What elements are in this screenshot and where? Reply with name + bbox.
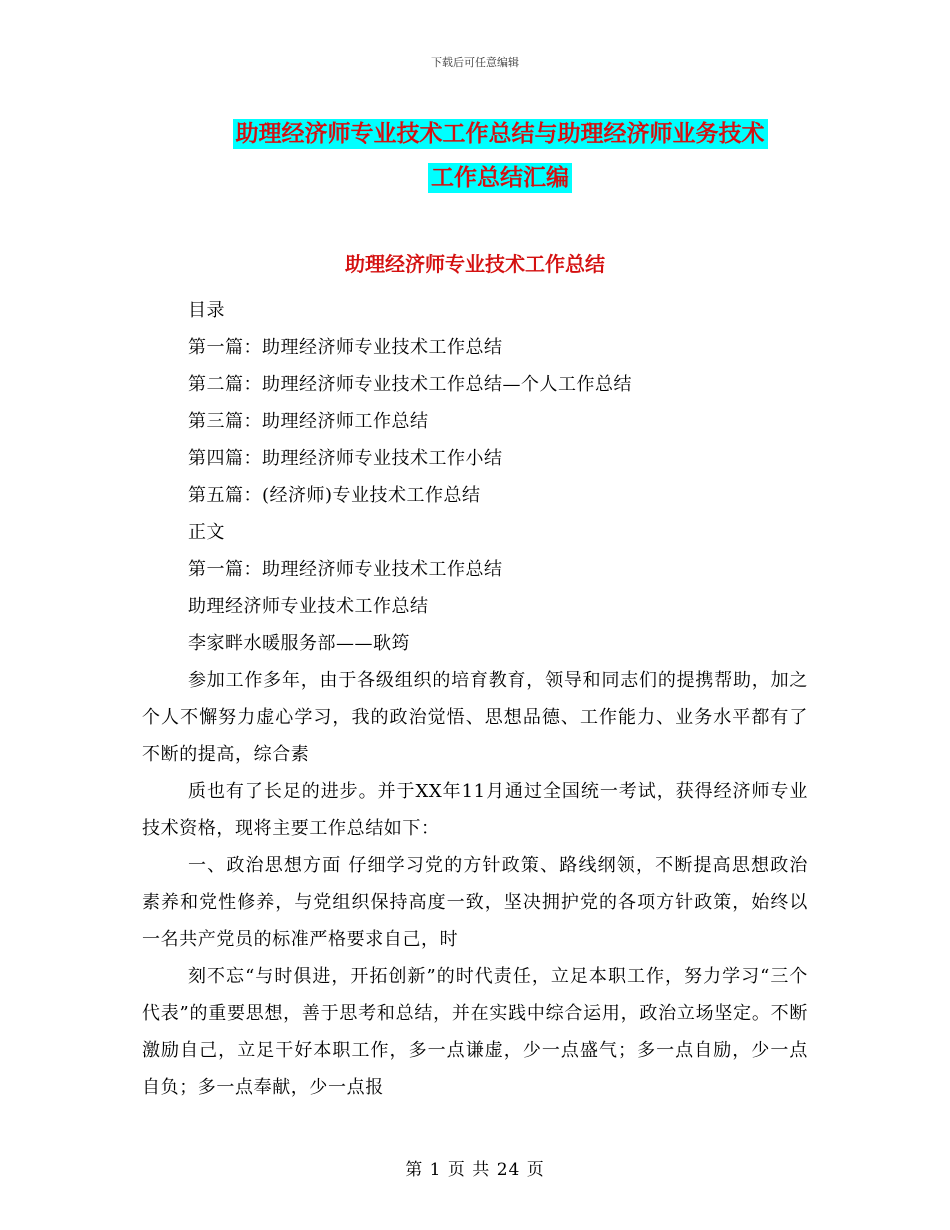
author-line: 李家畔水暖服务部——耿筠 <box>188 633 410 654</box>
body-paragraph: 刻不忘“与时俱进，开拓创新”的时代责任，立足本职工作，努力学习“三个代表”的重要思想，善于思考和总结，并在实践中综合运用，政治立场坚定。不断激励自己，立足干好本职工作，多一点谦虚，少一点盛气；多一点自励，少一点自负；多一点奉献，少一点报 <box>142 966 808 1098</box>
section-title: 助理经济师专业技术工作总结 <box>345 252 605 276</box>
body-heading: 正文 <box>188 522 225 543</box>
article-title: 助理经济师专业技术工作总结 <box>188 596 429 617</box>
document-title-line-2: 工作总结汇编 <box>428 163 572 193</box>
document-title-line-1: 助理经济师专业技术工作总结与助理经济师业务技术 <box>233 119 768 149</box>
body-paragraph: 质也有了长足的进步。并于XX年11月通过全国统一考试，获得经济师专业技术资格，现将主要工作总结如下： <box>142 781 808 839</box>
toc-item: 第五篇：(经济师)专业技术工作总结 <box>188 485 481 506</box>
page-footer: 第 1 页 共 24 页 <box>405 1160 545 1180</box>
body-paragraph: 参加工作多年，由于各级组织的培育教育，领导和同志们的提携帮助，加之个人不懈努力虚心学习，我的政治觉悟、思想品德、工作能力、业务水平都有了不断的提高，综合素 <box>142 670 808 765</box>
document-title <box>190 112 810 200</box>
toc-item: 第三篇：助理经济师工作总结 <box>188 411 429 432</box>
body-paragraph: 一、政治思想方面 仔细学习党的方针政策、路线纲领，不断提高思想政治素养和党性修养，与党组织保持高度一致，坚决拥护党的各项方针政策，始终以一名共产党员的标准严格要求自己，时 <box>142 855 808 950</box>
chapter-heading: 第一篇：助理经济师专业技术工作总结 <box>188 559 503 580</box>
toc-heading: 目录 <box>188 300 225 321</box>
toc-item: 第四篇：助理经济师专业技术工作小结 <box>188 448 503 469</box>
toc-item: 第一篇：助理经济师专业技术工作总结 <box>188 337 503 358</box>
document-body <box>142 292 808 1106</box>
header-note: 下载后可任意编辑 <box>431 56 519 69</box>
toc-item: 第二篇：助理经济师专业技术工作总结—个人工作总结 <box>188 374 632 395</box>
